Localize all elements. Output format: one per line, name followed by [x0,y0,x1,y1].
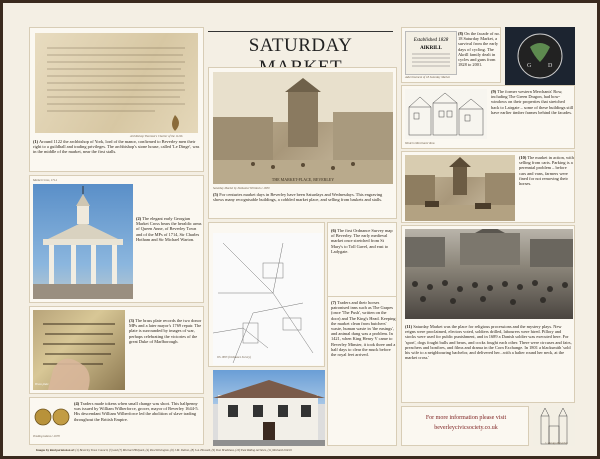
ordnance-map-image [213,233,323,365]
panel-8-text: On the facade of no. 18 Saturday Market, a survival from the early days of cycling. The Akrill family dealt in cycles and guns from 1828 to 2001. [458,31,500,68]
market-cross-credit: Market Cross, 1714 [33,178,57,182]
panel-6-number: (6) [331,228,337,233]
panel-2-text: The elegant early Georgian Market Cross bears the heraldic arms of Queen Anne, of Beverley Town and of the MPs of 1714, Sir Charles Hotham and Sir Michael Warton. [136,216,202,242]
panel-7-caption [331,300,396,357]
brass-plate-image [33,310,125,390]
minster-sketch-image [533,406,575,446]
aikrill-advert-name: AIKRILL [420,46,442,51]
panel-7-number: (7) [331,300,337,305]
panel-9-caption [491,89,574,115]
panel-5-caption [213,192,394,202]
manuscript-lines [35,33,198,133]
tokens-drawing [33,402,71,432]
crowd-image [405,229,573,319]
panel-2 [29,175,204,303]
engraving-caption: THE MARKET-PLACE, BEVERLEY [271,177,335,182]
poster [3,3,597,456]
manuscript-credit: Archbishop Thurstan's Charter of the 1120s [130,134,183,138]
panel-2-number: (2) [136,216,142,221]
minster-credit: © Design Beverley [545,441,568,445]
panel-7-text: Traders and their horses patronised inns such as The Grapes (once 'The Push', written on the door) and The King's Head. Keeping the market clean from butchers' waste, human waste in 'the easings', and animal dung was a problem. In 1421, when King Henry V came to Beverley Minster, it took three and a half days to clear the muck before the royal feet arrived. [331,300,396,358]
green-dragon-sign-image [505,27,575,85]
manuscript-image [35,33,198,133]
brass-plate-lettering [33,310,125,390]
panel-5-text: For centuries market days in Beverley have been Saturdays and Wednesdays. This engraving shows many recognisable buildings, a cobbled market place, and selling from baskets and stalls. [213,192,383,203]
panel-1-number: (1) [33,139,39,144]
panel-6-text: The first Ordnance Survey map of Beverley. The early medieval market once stretched from St Mary's to Toll Gavel, and east to Ladygate. [331,228,393,254]
engraving-drawing [213,72,393,184]
market-action-drawing [405,155,515,221]
panel-8-number: (8) [458,31,464,36]
panel-4-caption [74,401,202,422]
green-dragon-sign-drawing [505,27,575,85]
panel-11 [401,225,575,403]
panel-5 [208,67,397,219]
ordnance-map-drawing [213,233,323,365]
panel-4 [29,397,204,445]
crowd-drawing [405,229,573,319]
market-cross-image [33,184,133,299]
panel-6-caption [331,228,396,254]
panel-4-text: Traders made tokens when small change was short. This halfpenny was issued by William Wilberforce, grocer, mayor of Beverley 1644-5. His descendant William Wilberforce led the abolition of slave trading throughout the British Empire. [74,401,199,422]
panel-4-number: (4) [74,401,80,406]
panel-8 [401,27,501,83]
engraving-credit: Saturday Market by Nathaniel Whittock c.1830 [213,186,270,190]
website-link[interactable]: beverleycivicsociety.co.uk [434,425,498,431]
panel-3-caption [129,318,202,344]
aikrill-credit: Advertisement of 18 Saturday Market [405,75,450,79]
panel-9-number: (9) [491,89,497,94]
market-cross-drawing [33,184,133,299]
tokens-image [33,402,71,432]
engraving-image [213,72,393,184]
green-dragon-sign-letter-right: D [548,63,553,69]
panel-6 [327,222,397,298]
more-info-text: For more information please visit [425,415,507,421]
panel-3 [29,306,204,394]
panel-11-caption [405,324,573,360]
merchants-row-image [405,89,487,139]
panel-9 [401,85,575,149]
more-info-panel [401,406,529,446]
panel-10-text: The market in action, with selling from carts. Parking is a perennial problem – before cars and vans, farmers were fined for not removing their horses. [519,155,574,187]
aikrill-advert-image [405,31,457,75]
panel-11-number: (11) [405,324,413,329]
green-dragon-sign-letter-left: G [527,63,532,69]
the-grapes-drawing [213,370,325,446]
panel-10-caption [519,155,574,186]
permissions-text: (1) Beverley Town Council, (3) and (7) Michael Hildyard, (4) Paul Kilvington, (6) J.M. Dalton, (8) S.A. Howard, (9) Don Bradshaw, (10) East Riding Archives, (11) Richard Littrell [75,448,292,452]
merchants-row-drawing [405,89,487,139]
permissions-heading: Images by kind permission of: [36,448,75,452]
panel-9-text: The former western Merchants' Row, including The Green Dragon, had bow-windows on their properties that stretched back to Lairgate – some of these buildings still have earlier timber frames behind the facades. [491,89,574,115]
aikrill-advert-drawing [406,32,456,74]
brass-plate-credit: Brass plate [35,382,49,386]
panel-7 [327,296,397,446]
panel-5-number: (5) [213,192,219,197]
aikrill-advert-heading: Established 1828 [413,38,449,43]
page-title: SATURDAY [208,31,393,83]
panel-2-caption [136,216,202,242]
panel-1 [29,27,204,172]
panel-8-caption [458,31,500,67]
minster-sketch-drawing [533,406,575,446]
panel-10 [401,151,575,223]
permissions-line [36,448,456,452]
panel-6-map [208,222,325,367]
the-grapes-image [213,370,325,446]
market-action-image [405,155,515,221]
panel-3-text: The brass plate records the two donor MPs and a later mayor's 1769 repair. The plate is surrounded by images of war, perhaps celebrating the victories of the great Duke of Marlborough. [129,318,202,344]
ordnance-map-label: OS 1853 (Ordnance Survey) [217,355,251,359]
panel-1-caption [33,139,201,155]
panel-10-number: (10) [519,155,527,160]
panel-11-text: Saturday Market was the place for religious processions and the mystery plays. New reigns were proclaimed, electors voted, soldiers drilled, labourers were hired. Pillory and stocks were used for public punishment, and in 1689 a Danish soldier was executed here. For 'sport', dogs fought bulls and bears, and cocks fought each other. There were circuses and fairs, preachers and bonfires, and films and drama in the Corn Exchange. In 1801 a blacksmith 'sold his wife to a neighbouring bachelor, and delivered her...with a halter round her neck, at the market cross.' [405,324,572,361]
merchants-row-credit: Western Merchants' Row [405,141,435,145]
panel-1-text: Around 1122 the archbishop of York, lord of the manor, confirmed to Beverley men their right to a guildhall and trading privileges. The archbishop's stone house, called 'Le Dinge', was in the middle of the market, near the first stalls. [33,139,200,155]
panel-3-number: (3) [129,318,135,323]
tokens-credit: Trading tokens c.1670 [33,434,60,438]
